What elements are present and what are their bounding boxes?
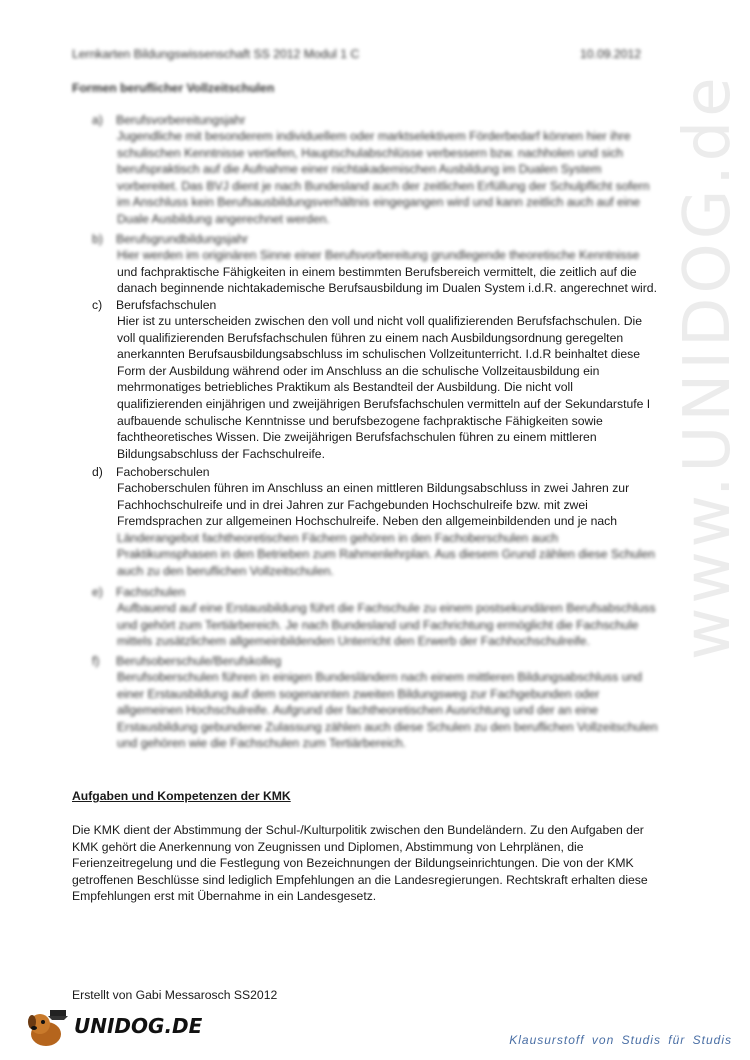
item-title: Berufsgrundbildungsjahr	[116, 232, 249, 246]
text-line: Berufsoberschulen führen in einigen Bundesländern nach einem mittleren Bildungsabschluss und	[117, 670, 643, 684]
text-line: qualifizierenden einjährigen und zweijährigen Berufsfachschulen vermitteln auf der Sekundarstufe I	[117, 396, 651, 411]
item-body	[117, 669, 682, 752]
item-title: Berufsvorbereitungsjahr	[116, 113, 246, 127]
dog-icon	[24, 1008, 72, 1050]
text-line: mittels zusätzlichem allgemeinbildenden Unterricht den Erwerb der Fachhochschulreife.	[117, 634, 590, 649]
text-line: auch zu den beruflichen Vollzeitschulen.	[117, 563, 334, 578]
text-line: Form der Ausbildung während oder im Anschluss an die schulische Vollzeitausbildung ein	[117, 363, 600, 378]
item-marker: b)	[92, 232, 103, 246]
text-line: getroffenen Beschlüsse sind lediglich Empfehlungen an die Landesregierungen. Rechtskraft erhalten diese	[72, 872, 648, 887]
text-line: Fachoberschulen führen im Anschluss an einen mittleren Bildungsabschluss in zwei Jahren zur	[117, 481, 630, 495]
header-title: Lernkarten Bildungswissenschaft SS 2012 Modul 1 C	[72, 47, 360, 61]
text-line: im Anschluss kein Berufsausbildungsverhältnis eingegangen wird und kann zeitlich auch auf eine	[117, 195, 641, 210]
text-line: schulischen Kenntnisse vertiefen, Hauptschulabschlüsse verbessern bzw. nachholen und sich	[117, 145, 624, 160]
item-body	[117, 600, 682, 650]
section-title: Formen beruflicher Vollzeitschulen	[72, 81, 275, 95]
text-line: und gehört zum Tertiärbereich. Je nach Bundesland und Fachrichtung ermöglicht die Fachschule	[117, 617, 639, 632]
text-line: Ferienzeitregelung und die Festlegung von Bezeichnungen der Bildungseinrichtungen. Die von der KMK	[72, 856, 634, 871]
header-date: 10.09.2012	[580, 47, 641, 61]
text-line: Erstausbildung gebundene Zulassung zählen auch diese Schulen zu den beruflichen Vollzeitschulen	[117, 719, 658, 734]
text-line: Hier ist zu unterscheiden zwischen den voll und nicht voll qualifizierenden Berufsfachschulen. Die	[117, 314, 643, 328]
kmk-paragraph	[72, 822, 682, 905]
text-line: Praktikumsphasen in den Betrieben zum Rahmenlehrplan. Aus diesem Grund zählen diese Schulen	[117, 547, 655, 562]
text-line: Jugendliche mit besonderem individuellem oder marktselektivem Förderbedarf können hier ihre	[117, 129, 631, 143]
item-marker: e)	[92, 585, 103, 599]
text-line: einer Erstausbildung auf dem sogenannten zweiten Bildungsweg zur Fachgebunden oder	[117, 686, 600, 701]
text-line: Empfehlungen erst mit Übernahme in ein Landesgesetz.	[72, 889, 377, 904]
footer-tagline: Klausurstoff von Studis für Studis	[509, 1033, 732, 1047]
text-line: Länderangebot fachtheoretischen Fächern gehören in den Fachoberschulen auch	[117, 530, 559, 545]
watermark-text: www.UNIDOG.de	[671, 73, 745, 660]
text-line: anerkannten Berufsausbildungsabschluss im schulischen Vollzeitunterricht. I.d.R beinhaltet diese	[117, 347, 641, 362]
item-body	[117, 128, 682, 228]
item-marker: f)	[92, 654, 100, 668]
text-line: Duale Ausbildung angerechnet werden.	[117, 211, 330, 226]
author-credit: Erstellt von Gabi Messarosch SS2012	[72, 988, 278, 1002]
item-title: Berufsoberschule/Berufskolleg	[116, 654, 282, 668]
text-line: mehrmonatiges betriebliches Praktikum als Bestandteil der Ausbildung. Die nicht voll	[117, 380, 573, 395]
text-line: KMK gehört die Anerkennung von Zeugnissen und Diplomen, Abstimmung von Lehrplänen, die	[72, 839, 584, 854]
item-marker: a)	[92, 113, 103, 127]
text-line: allgemeinen Hochschulreife. Aufgrund der fachtheoretischen Ausrichtung und der an eine	[117, 703, 599, 718]
text-line: berufspraktisch auf die Aufnahme einer nichtakademischen Ausbildung im Dualen System	[117, 162, 602, 177]
text-line: und fachpraktische Fähigkeiten in einem bestimmten Berufsbereich vermittelt, die zeitlich auf die	[117, 264, 637, 279]
text-line: Die KMK dient der Abstimmung der Schul-/Kulturpolitik zwischen den Bundeländern. Zu den Aufgaben der	[72, 823, 644, 837]
text-line: voll qualifizierenden Berufsfachschulen führen zu einem nach Ausbildungsordnung geregelten	[117, 330, 624, 345]
text-line: fachtheoretisches Wissen. Die zweijährigen Berufsfachschulen führen zu einem mittleren	[117, 430, 597, 445]
logo-text: UNIDOG.DE	[74, 1014, 203, 1038]
item-body	[117, 247, 682, 297]
text-line: danach beginnende nichtakademische Berufsausbildung im Dualen System i.d.R. angerechnet wird.	[117, 281, 657, 296]
unidog-logo	[24, 1008, 224, 1050]
item-marker: c)	[92, 298, 103, 312]
text-line: vorbereitet. Das BVJ dient je nach Bundesland auch der zeitlichen Erfüllung der Schulpflicht sofern	[117, 178, 650, 193]
text-line: aufbauende schulische Kenntnisse und berufsbezogene fachpraktische Fähigkeiten sowie	[117, 413, 603, 428]
text-line: Aufbauend auf eine Erstausbildung führt die Fachschule zu einem postsekundären Berufsabschluss	[117, 601, 656, 615]
kmk-heading: Aufgaben und Kompetenzen der KMK	[72, 789, 291, 803]
item-title: Fachschulen	[116, 585, 186, 599]
text-line: Fremdsprachen zur allgemeinen Hochschulreife. Neben den allgemeinbildenden und je nach	[117, 514, 617, 529]
text-line: Hier werden im originären Sinne einer Berufsvorbereitung grundlegende theoretische Kenntnisse	[117, 248, 640, 262]
item-title: Fachoberschulen	[116, 465, 210, 479]
text-line: Fachhochschulreife und in drei Jahren zur Fachgebunden Hochschulreife bzw. mit zwei	[117, 497, 588, 512]
item-body	[117, 313, 682, 462]
item-marker: d)	[92, 465, 103, 479]
item-title: Berufsfachschulen	[116, 298, 217, 312]
item-body	[117, 480, 682, 580]
text-line: Bildungsabschluss der Fachschulreife.	[117, 446, 325, 461]
text-line: und gehören wie die Fachschulen zum Tertiärbereich.	[117, 736, 407, 751]
